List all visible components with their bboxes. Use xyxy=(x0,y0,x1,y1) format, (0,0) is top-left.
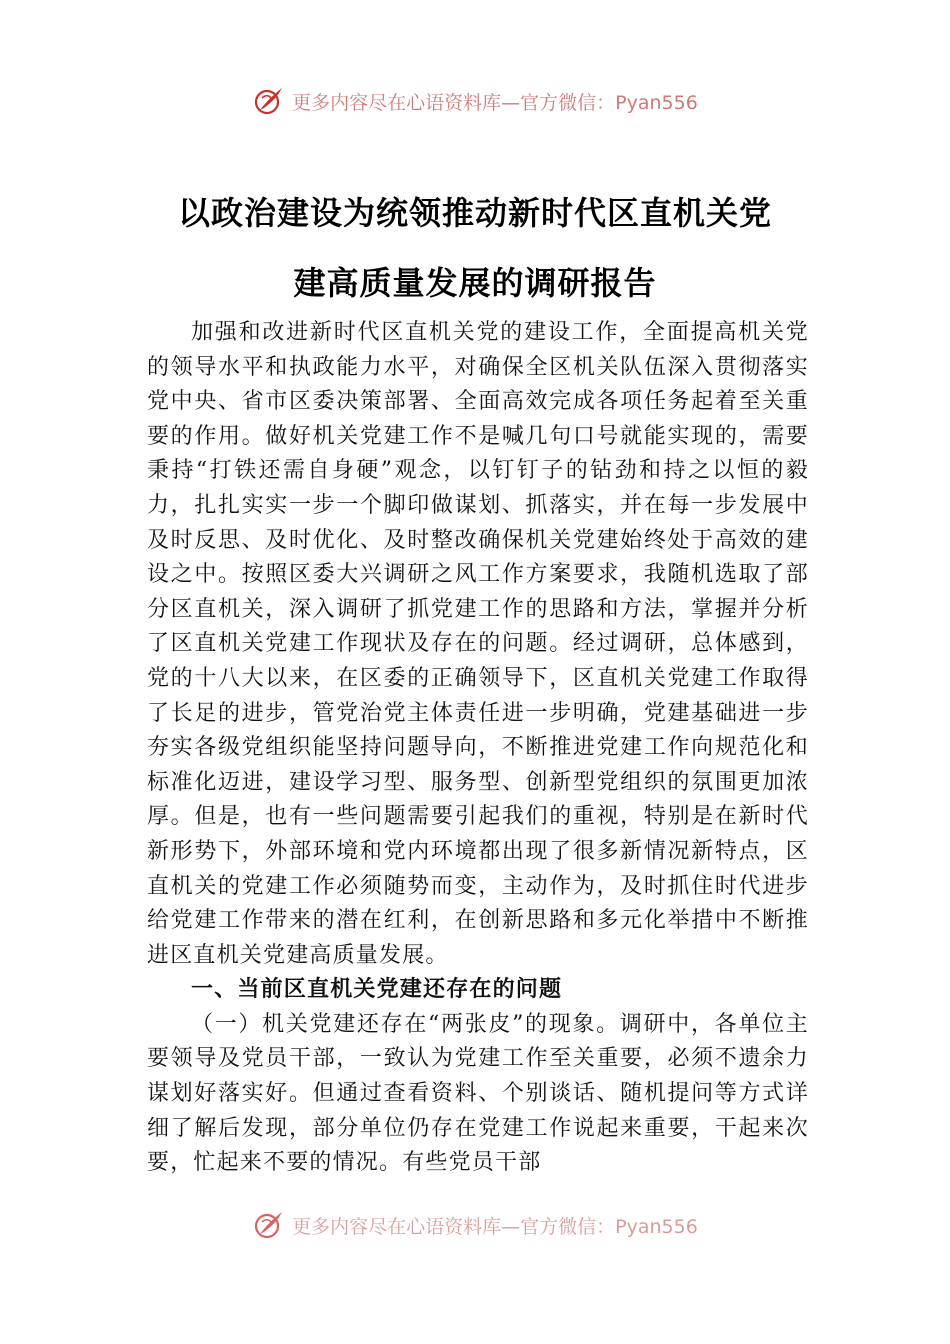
paragraph-section-1-1: （一）机关党建还存在“两张皮”的现象。调研中，各单位主要领导及党员干部，一致认为党建工作至关重要，必须不遗余力谋划好落实好。但通过查看资料、个别谈话、随机提问等方式详细了解后发现，部分单位仍存在党建工作说起来重要，干起来次要，忙起来不要的情况。有些党员干部 xyxy=(147,1011,809,1176)
watermark-text: 更多内容尽在心语资料库—官方微信：Pyan556 xyxy=(292,1215,698,1238)
document-title-line-2: 建高质量发展的调研报告 xyxy=(293,264,657,302)
paragraph-intro: 加强和改进新时代区直机关党的建设工作，全面提高机关党的领导水平和执政能力水平，对确保全区机关队伍深入贯彻落实党中央、省市区委决策部署、全面高效完成各项任务起着至关重要的作用。做好机关党建工作不是喊几句口号就能实现的，需要秉持“打铁还需自身硬”观念，以钉钉子的钻劲和持之以恒的毅力，扎扎实实一步一个脚印做谋划、抓落实，并在每一步发展中及时反思、及时优化、及时整改确保机关党建始终处于高效的建设之中。按照区委大兴调研之风工作方案要求，我随机选取了部分区直机关，深入调研了抓党建工作的思路和方法，掌握并分析了区直机关党建工作现状及存在的问题。经过调研，总体感到，党的十八大以来，在区委的正确领导下，区直机关党建工作取得了长足的进步，管党治党主体责任进一步明确，党建基础进一步夯实各级党组织能坚持问题导向，不断推进党建工作向规范化和标准化迈进，建设学习型、服务型、创新型党组织的氛围更加浓厚。但是，也有一些问题需要引起我们的重视，特别是在新时代新形势下，外部环境和党内环境都出现了很多新情况新特点，区直机关的党建工作必须随势而变，主动作为，及时抓住时代进步给党建工作带来的潜在红利，在创新思路和多元化举措中不断推进区直机关党建高质量发展。 xyxy=(147,320,809,968)
watermark-text: 更多内容尽在心语资料库—官方微信：Pyan556 xyxy=(292,91,698,114)
watermark-footer xyxy=(0,1208,950,1242)
quill-logo-icon xyxy=(252,84,286,118)
document-title-line-1: 以政治建设为统领推动新时代区直机关党 xyxy=(177,194,772,232)
document-body xyxy=(147,316,809,1181)
quill-logo-icon xyxy=(252,1208,286,1242)
watermark-header xyxy=(0,84,950,118)
section-heading-1: 一、当前区直机关党建还存在的问题 xyxy=(191,977,563,1003)
